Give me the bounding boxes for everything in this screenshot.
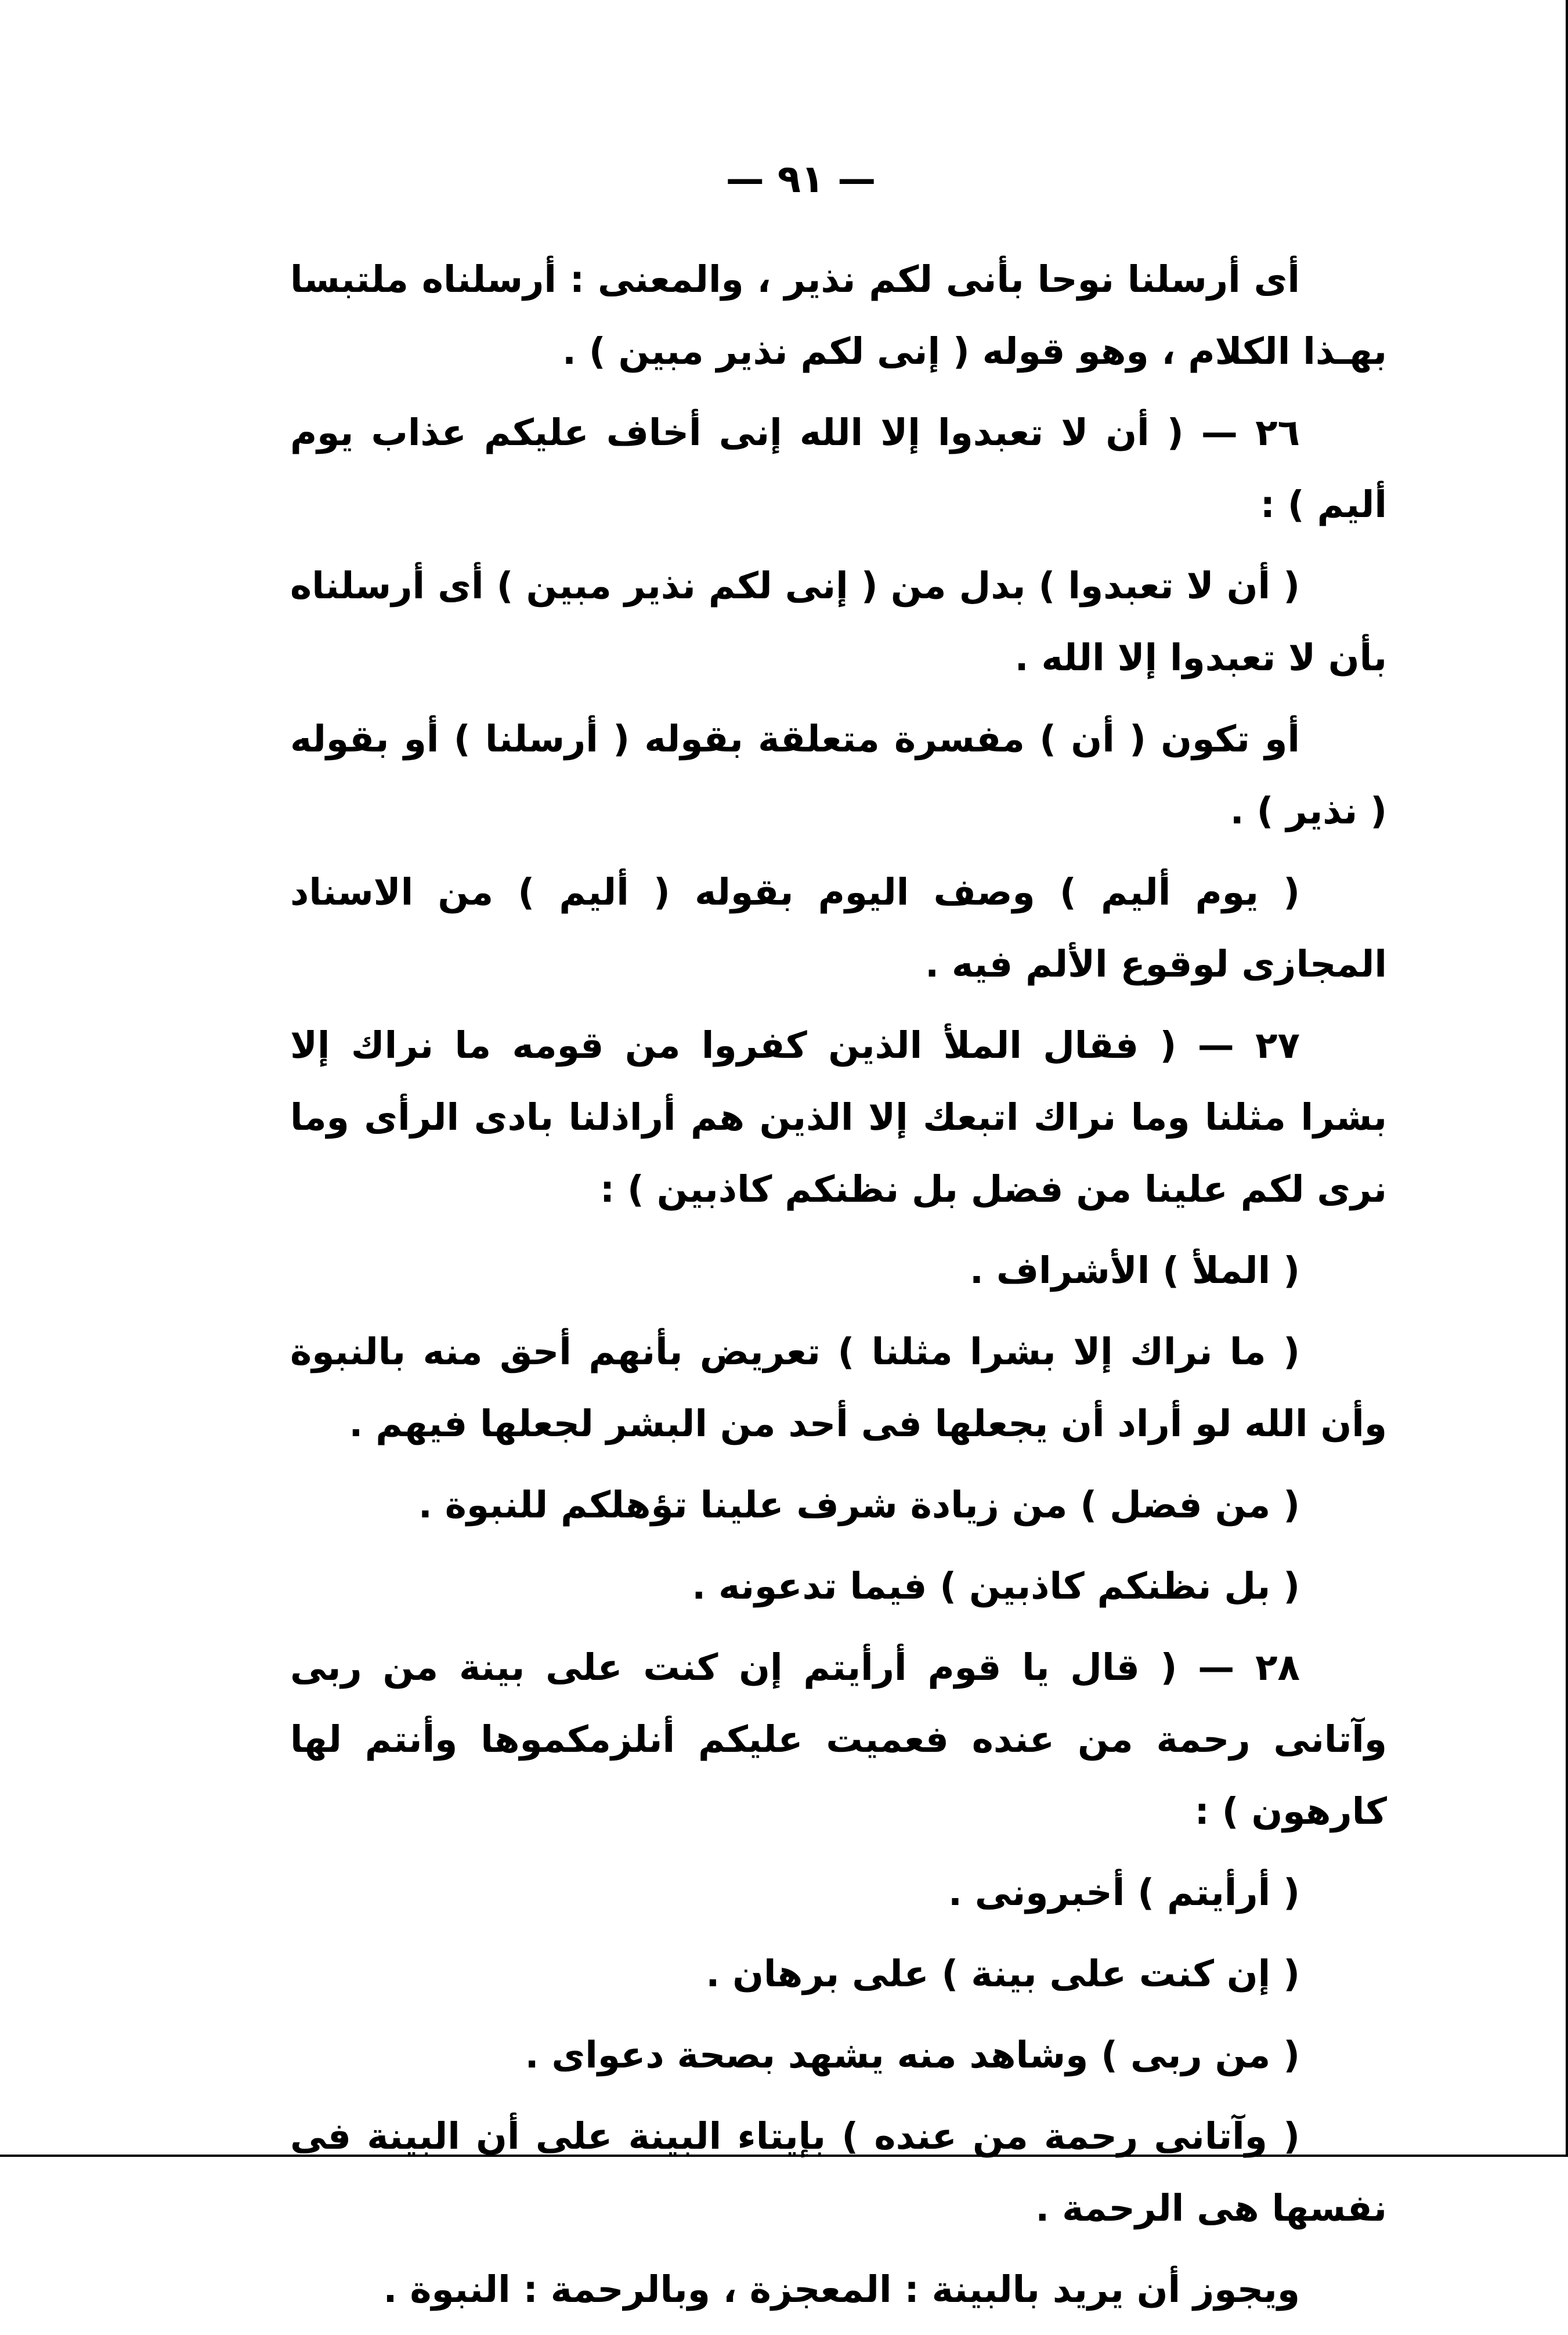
paragraph: ( أن لا تعبدوا ) بدل من ( إنى لكم نذير مبين ) أى أرسلناه بأن لا تعبدوا إلا الله . bbox=[290, 565, 1387, 679]
paragraph: ( من فضل ) من زيادة شرف علينا تؤهلكم للنبوة . bbox=[418, 1484, 1300, 1526]
paragraph: ٢٦ — ( أن لا تعبدوا إلا الله إنى أخاف عليكم عذاب يوم أليم ) : bbox=[290, 411, 1387, 526]
paragraph: ( ما نراك إلا بشرا مثلنا ) تعريض بأنهم أحق منه بالنبوة وأن الله لو أراد أن يجعلها فى أحد من البشر لجعلها فيهم . bbox=[290, 1331, 1387, 1445]
paragraph: ( وآتانى رحمة من عنده ) بإيتاء البينة على أن البينة فى نفسها هى الرحمة . bbox=[290, 2115, 1387, 2229]
page-border-right bbox=[1566, 0, 1568, 2157]
paragraph: أو تكون ( أن ) مفسرة متعلقة بقوله ( أرسلنا ) أو بقوله ( نذير ) . bbox=[290, 718, 1387, 832]
paragraph: ( أرأيتم ) أخبرونى . bbox=[948, 1871, 1300, 1914]
paragraph: ( بل نظنكم كاذبين ) فيما تدعونه . bbox=[692, 1565, 1300, 1607]
body-text bbox=[290, 244, 1387, 2335]
paragraph: أى أرسلنا نوحا بأنى لكم نذير ، والمعنى : أرسلناه ملتبسا بهـذا الكلام ، وهو قوله ( إنى لكم نذير مبين ) . bbox=[290, 258, 1387, 373]
paragraph: ( إن كنت على بينة ) على برهان . bbox=[706, 1953, 1300, 1995]
paragraph: ( يوم أليم ) وصف اليوم بقوله ( أليم ) من الاسناد المجازى لوقوع الألم فيه . bbox=[290, 871, 1387, 985]
paragraph: ( الملأ ) الأشراف . bbox=[970, 1249, 1300, 1292]
page-number: — ٩١ — bbox=[725, 157, 876, 201]
paragraph: ٢٨ — ( قال يا قوم أرأيتم إن كنت على بينة من ربى وآتانى رحمة من عنده فعميت عليكم أنلزمكموها وأنتم لها كارهون ) : bbox=[290, 1646, 1387, 1832]
paragraph: ٢٧ — ( فقال الملأ الذين كفروا من قومه ما نراك إلا بشرا مثلنا وما نراك اتبعك إلا الذين هم أراذلنا بادى الرأى وما نرى لكم علينا من فضل بل نظنكم كاذبين ) : bbox=[290, 1024, 1387, 1210]
paragraph: ( من ربى ) وشاهد منه يشهد بصحة دعواى . bbox=[525, 2034, 1300, 2076]
paragraph: ويجوز أن يريد بالبينة : المعجزة ، وبالرحمة : النبوة . bbox=[383, 2268, 1300, 2311]
